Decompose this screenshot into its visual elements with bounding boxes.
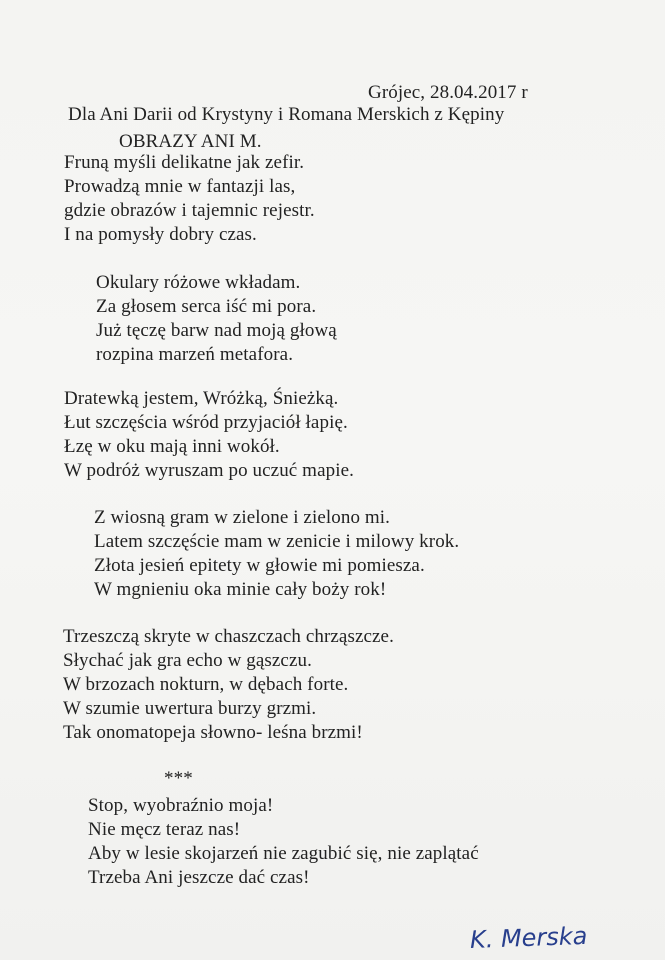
poem-line: W brzozach nokturn, w dębach forte. xyxy=(63,674,349,695)
stanza-1 xyxy=(64,152,315,248)
stanza-separator xyxy=(164,768,193,792)
poem-line: I na pomysły dobry czas. xyxy=(64,224,257,245)
dedication: Dla Ani Darii od Krystyny i Romana Merskich z Kępiny xyxy=(68,104,505,125)
poem-line: Za głosem serca iść mi pora. xyxy=(96,296,317,317)
poem-line: Tak onomatopeja słowno- leśna brzmi! xyxy=(63,722,363,743)
poem-line: Już tęczę barw nad moją głową xyxy=(96,320,337,341)
poem-line: Złota jesień epitety w głowie mi pomiesza. xyxy=(94,555,425,576)
poem-line: Prowadzą mnie w fantazji las, xyxy=(64,176,296,197)
stanza-6 xyxy=(88,795,479,891)
stanza-2 xyxy=(96,272,337,368)
poem-line: Nie męcz teraz nas! xyxy=(88,819,241,840)
poem-line: Okulary różowe wkładam. xyxy=(96,272,301,293)
poem-line: rozpina marzeń metafora. xyxy=(96,344,294,365)
poem-line: Łut szczęścia wśród przyjaciół łapię. xyxy=(64,412,348,433)
stanza-4 xyxy=(94,507,459,603)
poem-title: OBRAZY ANI M. xyxy=(119,131,262,152)
poem-line: gdzie obrazów i tajemnic rejestr. xyxy=(64,200,315,221)
poem-line: Trzeszczą skryte w chaszczach chrząszcze. xyxy=(63,626,394,647)
poem-line: Słychać jak gra echo w gąszczu. xyxy=(63,650,312,671)
poem-line: W szumie uwertura burzy grzmi. xyxy=(63,698,317,719)
poem-line: Dratewką jestem, Wróżką, Śnieżką. xyxy=(64,388,339,409)
poem-line: W podróż wyruszam po uczuć mapie. xyxy=(64,460,354,481)
handwritten-signature xyxy=(466,920,596,956)
stanza-3 xyxy=(64,388,354,484)
poem-line: Aby w lesie skojarzeń nie zagubić się, nie zaplątać xyxy=(88,843,479,864)
poem-line: Fruną myśli delikatne jak zefir. xyxy=(64,152,305,173)
place-date: Grójec, 28.04.2017 r xyxy=(368,82,528,103)
signature-text: K. Merska xyxy=(469,921,588,954)
poem-line: Latem szczęście mam w zenicie i milowy krok. xyxy=(94,531,460,552)
poem-line: Stop, wyobraźnio moja! xyxy=(88,795,274,816)
poem-line: Trzeba Ani jeszcze dać czas! xyxy=(88,867,310,888)
poem-line: W mgnieniu oka minie cały boży rok! xyxy=(94,579,387,600)
poem-line: Łzę w oku mają inni wokół. xyxy=(64,436,280,457)
stanza-5 xyxy=(63,626,394,746)
separator-asterisks: *** xyxy=(164,768,193,789)
poem-line: Z wiosną gram w zielone i zielono mi. xyxy=(94,507,391,528)
